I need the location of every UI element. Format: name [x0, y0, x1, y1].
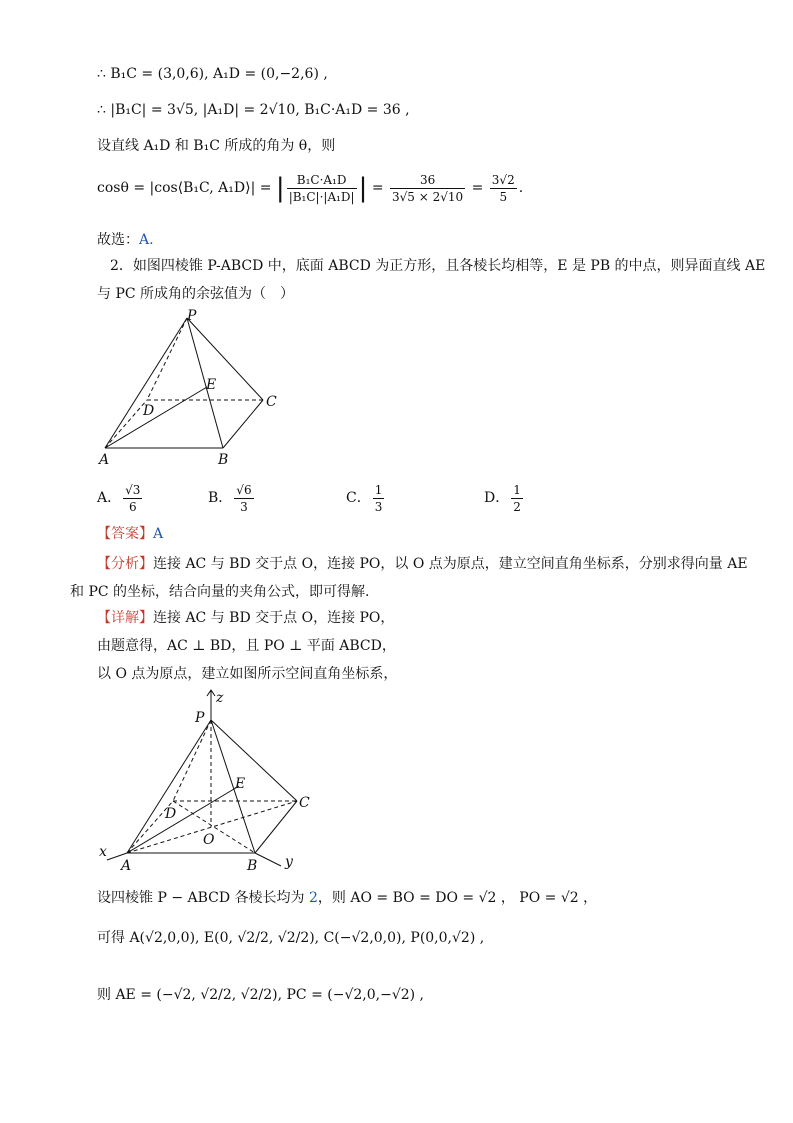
fig2-label-y: y: [285, 854, 293, 870]
cos-frac-2: $\frac{36}{3√5 \times 2√10}$: [392, 172, 464, 204]
detail-line-2: 由题意得，AC ⊥ BD，且 PO ⊥ 平面 ABCD，: [97, 638, 396, 654]
detail-line-1: 【详解】连接 AC 与 BD 交于点 O，连接 PO，: [97, 610, 395, 626]
fig1-label-C: C: [266, 394, 277, 410]
fig2-label-C: C: [299, 795, 310, 811]
detail-line-3: 以 O 点为原点，建立如图所示空间直角坐标系，: [97, 666, 398, 682]
calc-line-1: ∴ B₁C = (3,0,6), A₁D = (0,−2,6) ,: [97, 66, 328, 82]
detail-line-6: 则 AE = (−√2, √2/2, √2/2), PC = (−√2,0,−√2) ,: [97, 987, 425, 1003]
cos-frac-3: $\frac{3√2}{5}$: [491, 172, 515, 204]
cos-formula-line: cosθ = |cos⟨B₁C, A₁D⟩| = | $\frac{\text{B₁C·A₁D}}{\text{|B₁C|·|A₁D|}}$ | = $\frac{36}{3√5 \times 2√10}$ = $\frac{3√2}{5}$ .: [97, 172, 524, 204]
fig1-label-D: D: [143, 403, 155, 419]
fig2-label-D: D: [165, 806, 177, 822]
question-line-1: 2．如图四棱锥 P-ABCD 中，底面 ABCD 为正方形，且各棱长均相等，E 是 PB 的中点，则异面直线 AE: [110, 258, 766, 274]
fig2-label-P: P: [195, 710, 205, 726]
analysis-line-1: 【分析】连接 AC 与 BD 交于点 O，连接 PO，以 O 点为原点，建立空间直角坐标系，分别求得向量 AE: [97, 556, 748, 572]
option-c: C． $\frac{1}{3}$: [346, 482, 383, 514]
option-a: A． $\frac{√3}{6}$: [97, 482, 141, 514]
option-d: D． $\frac{1}{2}$: [484, 482, 521, 514]
fig2-label-A: A: [121, 858, 132, 874]
option-b: B． $\frac{√6}{3}$: [208, 482, 252, 514]
calc-line-2: ∴ |B₁C| = 3√5, |A₁D| = 2√10, B₁C·A₁D = 36 ,: [97, 102, 410, 118]
pyramid-figure-1: [95, 305, 295, 470]
fig1-label-B: B: [218, 452, 229, 468]
fig1-label-P: P: [187, 308, 197, 324]
pyramid-figure-2: [95, 688, 325, 878]
fig1-label-A: A: [99, 452, 110, 468]
calc-line-3: 设直线 A₁D 和 B₁C 所成的角为 θ，则: [97, 138, 336, 154]
question-line-2: 与 PC 所成角的余弦值为（ ）: [97, 286, 295, 302]
fig1-label-E: E: [206, 377, 217, 393]
fig2-label-O: O: [203, 832, 215, 848]
cos-formula-left: cosθ = |cos⟨B₁C, A₁D⟩| =: [97, 180, 272, 196]
analysis-line-2: 和 PC 的坐标，结合向量的夹角公式，即可得解.: [70, 584, 370, 600]
detail-line-5: 可得 A(√2,0,0), E(0, √2/2, √2/2), C(−√2,0,0), P(0,0,√2) ,: [97, 930, 485, 946]
cos-frac-1: $\frac{\text{B₁C·A₁D}}{\text{|B₁C|·|A₁D|}}$: [288, 172, 355, 204]
answer-line: 【答案】A: [97, 526, 164, 542]
fig2-label-x: x: [99, 844, 107, 860]
choose-line: 故选：A.: [97, 232, 154, 248]
fig2-label-E: E: [235, 776, 246, 792]
fig2-label-B: B: [247, 858, 258, 874]
detail-line-4: 设四棱锥 P − ABCD 各棱长均为 2，则 AO = BO = DO = √2 ， PO = √2 ，: [97, 890, 598, 906]
fig2-label-z: z: [216, 690, 224, 706]
